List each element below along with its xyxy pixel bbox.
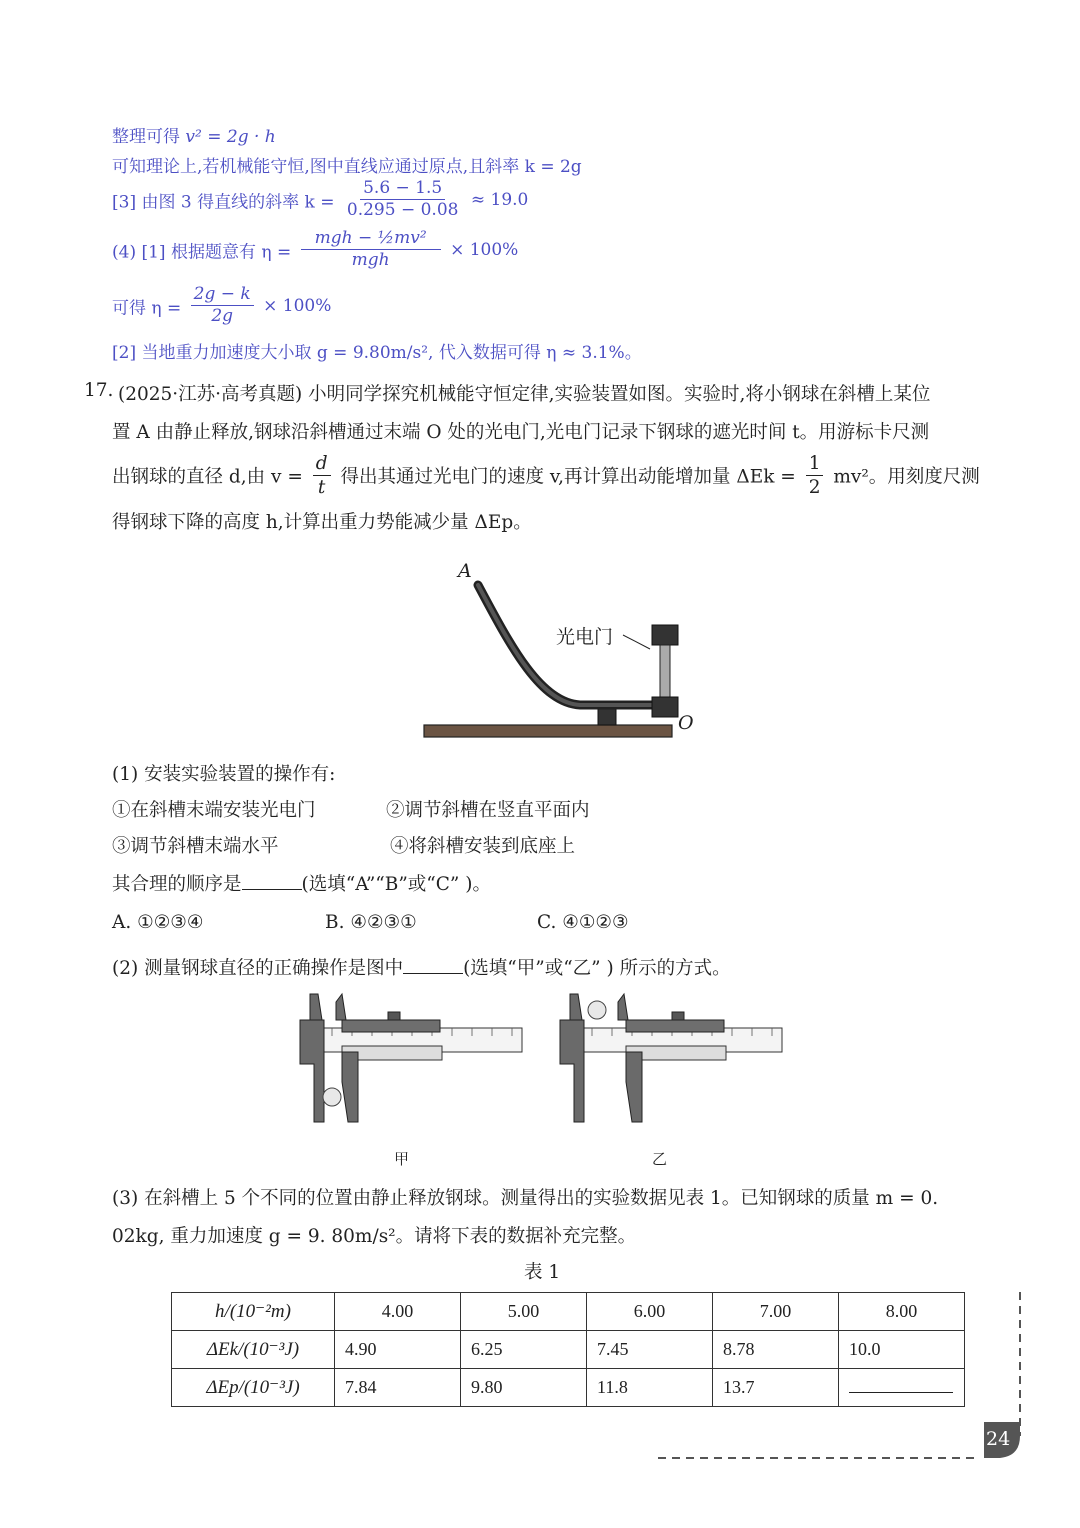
question-line-4: 得钢球下降的高度 h,计算出重力势能减少量 ΔEp。 bbox=[112, 512, 532, 533]
table-cell: 8.00 bbox=[839, 1293, 965, 1331]
table-title: 表 1 bbox=[524, 1262, 561, 1283]
question-line-2: 置 A 由静止释放,钢球沿斜槽通过末端 O 处的光电门,光电门记录下钢球的遮光时间 t。用游标卡尺测 bbox=[112, 422, 930, 443]
answer-blank-2[interactable] bbox=[403, 957, 463, 974]
part3-line-2: 02kg, 重力加速度 g = 9. 80m/s²。请将下表的数据补充完整。 bbox=[112, 1226, 637, 1247]
table-cell: 9.80 bbox=[461, 1369, 587, 1407]
table-cell: 8.78 bbox=[713, 1331, 839, 1369]
page-number: 24 bbox=[986, 1428, 1011, 1450]
table-cell: 11.8 bbox=[587, 1369, 713, 1407]
caliper-fixed-jaw bbox=[560, 1020, 584, 1122]
table-header-ep: ΔEp/(10⁻³J) bbox=[172, 1369, 335, 1407]
part1-ask: 其合理的顺序是 (选填“A”“B”或“C” )。 bbox=[112, 874, 491, 895]
label-yi: 乙 bbox=[652, 1150, 668, 1168]
solution-line-6: [2] 当地重力加速度大小取 g = 9.80m/s², 代入数据可得 η ≈ 3.1%。 bbox=[112, 343, 642, 363]
label-photogate: 光电门 bbox=[556, 626, 614, 648]
table-cell: 7.00 bbox=[713, 1293, 839, 1331]
question-number: 17. bbox=[84, 380, 114, 401]
solution-line-4: (4) [1] 根据题意有 η = $\frac{\text{mgh − ½mv²}}{\text{mgh}}$ × 100% bbox=[112, 228, 519, 271]
caliper-jia bbox=[296, 992, 528, 1126]
table-cell: 4.90 bbox=[335, 1331, 461, 1369]
base-board bbox=[424, 725, 672, 737]
question-line-1: (2025·江苏·高考真题) 小明同学探究机械能守恒定律,实验装置如图。实验时,将小钢球在斜槽上某位 bbox=[118, 384, 931, 405]
table-cell: 7.84 bbox=[335, 1369, 461, 1407]
solution-line-3: [3] 由图 3 得直线的斜率 k = $\frac{5.6 - 1.5}{0.295 - 0.08}$ ≈ 19.0 bbox=[112, 178, 529, 221]
label-a: A bbox=[458, 560, 472, 582]
steel-ball-jia bbox=[323, 1088, 341, 1106]
table-header-h: h/(10⁻²m) bbox=[172, 1293, 335, 1331]
caliper-slider-top bbox=[626, 1020, 724, 1032]
part1-op2: ②调节斜槽在竖直平面内 bbox=[386, 800, 590, 821]
part2-text: (2) 测量钢球直径的正确操作是图中 (选填“甲”或“乙” ) 所示的方式。 bbox=[112, 958, 731, 979]
caliper-moving-jaw bbox=[342, 1052, 358, 1122]
photogate-bottom bbox=[652, 697, 678, 717]
table-cell: 4.00 bbox=[335, 1293, 461, 1331]
page-corner-decoration bbox=[650, 1286, 1030, 1466]
table-cell: 10.0 bbox=[839, 1331, 965, 1369]
table-cell: 6.00 bbox=[587, 1293, 713, 1331]
caliper-yi bbox=[556, 992, 788, 1126]
option-a: A. ①②③④ bbox=[112, 912, 204, 933]
option-c: C. ④①②③ bbox=[537, 912, 629, 933]
answer-blank-1[interactable] bbox=[242, 873, 302, 890]
option-b: B. ④②③① bbox=[325, 912, 417, 933]
photogate-top bbox=[652, 625, 678, 645]
apparatus-figure bbox=[410, 555, 710, 745]
part1-op1: ①在斜槽末端安装光电门 bbox=[112, 800, 316, 821]
solution-line-1: 整理可得 v² = 2g · h bbox=[112, 127, 276, 147]
caliper-moving-jaw bbox=[626, 1052, 642, 1122]
gate-leader bbox=[623, 635, 650, 649]
table-cell: 5.00 bbox=[461, 1293, 587, 1331]
label-jia: 甲 bbox=[394, 1150, 410, 1168]
part3-line-1: (3) 在斜槽上 5 个不同的位置由静止释放钢球。测量得出的实验数据见表 1。已知钢球的质量 m = 0. bbox=[112, 1188, 939, 1209]
photogate-stem bbox=[660, 645, 670, 697]
caliper-fixed-jaw bbox=[300, 1020, 324, 1122]
label-o: O bbox=[678, 712, 694, 734]
table-cell: 6.25 bbox=[461, 1331, 587, 1369]
solution-line-5: 可得 η = $\frac{2g - k}{2g}$ × 100% bbox=[112, 284, 332, 327]
part1-title: (1) 安装实验装置的操作有: bbox=[112, 764, 336, 785]
steel-ball-yi bbox=[588, 1001, 606, 1019]
part1-op3: ③调节斜槽末端水平 bbox=[112, 836, 279, 857]
question-line-3: 出钢球的直径 d,由 v = $\frac{d}{t}$ 得出其通过光电门的速度 v,再计算出动能增加量 ΔEk = $\frac{1}{2}$ mv²。用刻度尺测 bbox=[112, 453, 980, 499]
solution-line-2: 可知理论上,若机械能守恒,图中直线应通过原点,且斜率 k = 2g bbox=[112, 157, 582, 177]
table-cell: 7.45 bbox=[587, 1331, 713, 1369]
caliper-slider-top bbox=[342, 1020, 440, 1032]
table-cell: 13.7 bbox=[713, 1369, 839, 1407]
part1-op4: ④将斜槽安装到底座上 bbox=[390, 836, 576, 857]
table-header-ek: ΔEk/(10⁻³J) bbox=[172, 1331, 335, 1369]
